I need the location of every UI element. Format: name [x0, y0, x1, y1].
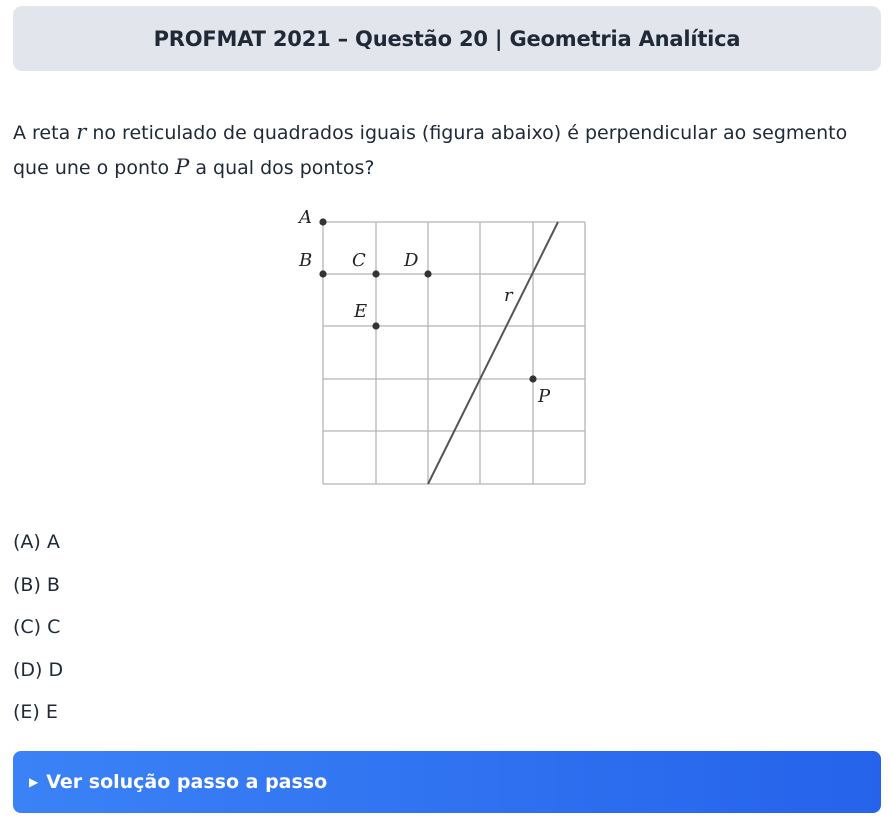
option-b[interactable]	[13, 564, 63, 607]
show-solution-button[interactable]	[13, 751, 881, 813]
point-b	[319, 270, 326, 277]
point-e	[372, 322, 379, 329]
option-text: C	[47, 616, 61, 639]
page-header	[13, 6, 881, 71]
question-part-1: A reta	[13, 122, 77, 144]
label-e: E	[354, 301, 368, 322]
option-text: E	[45, 701, 58, 724]
label-p: P	[538, 386, 551, 407]
label-b: B	[299, 250, 313, 271]
option-a[interactable]	[13, 521, 63, 564]
option-text: D	[48, 658, 64, 681]
option-letter: (B)	[13, 573, 41, 596]
point-a	[319, 218, 326, 225]
question-part-3: a qual dos pontos?	[189, 157, 375, 179]
label-c: C	[352, 250, 366, 271]
option-c[interactable]	[13, 606, 63, 649]
grid-figure-svg	[290, 200, 600, 492]
option-text: B	[46, 573, 60, 596]
show-solution-label: Ver solução passo a passo	[46, 771, 328, 793]
option-text: A	[46, 531, 60, 554]
option-letter: (A)	[13, 531, 41, 554]
triangle-right-icon: ▶	[29, 775, 39, 789]
point-c	[372, 270, 379, 277]
label-d: D	[404, 250, 419, 271]
answer-options	[13, 521, 63, 734]
label-a: A	[299, 207, 312, 228]
point-d	[424, 270, 431, 277]
line-r	[428, 222, 558, 484]
option-d[interactable]	[13, 649, 63, 692]
question-part-2: no reticulado de quadrados iguais (figura abaixo) é perpendicular ao segmento que une o ponto	[13, 122, 848, 179]
point-p	[529, 375, 536, 382]
label-r: r	[504, 285, 513, 306]
option-letter: (C)	[13, 616, 42, 639]
grid-figure	[290, 200, 600, 492]
page-title: PROFMAT 2021 – Questão 20 | Geometria Analítica	[153, 26, 741, 51]
math-var-r: r	[76, 120, 87, 144]
question-text	[13, 115, 873, 185]
option-letter: (D)	[13, 658, 43, 681]
math-var-p: P	[175, 155, 190, 179]
option-letter: (E)	[13, 701, 40, 724]
option-e[interactable]	[13, 691, 63, 734]
